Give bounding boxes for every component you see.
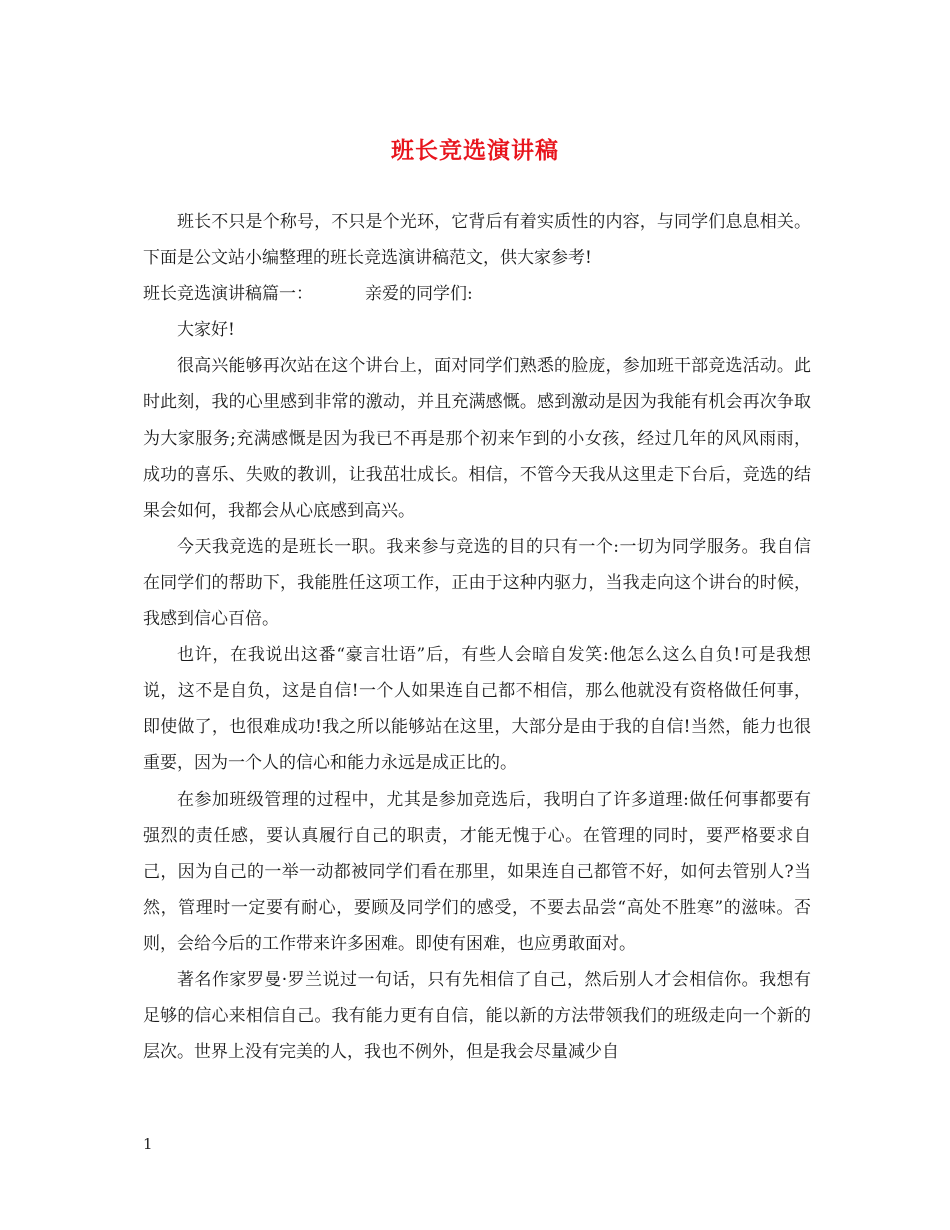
section-heading-line bbox=[143, 276, 811, 312]
body-paragraph: 在参加班级管理的过程中，尤其是参加竞选后，我明白了许多道理:做任何事都要有强烈的责任感，要认真履行自己的职责，才能无愧于心。在管理的同时，要严格要求自己，因为自己的一举一动都被同学们看在那里，如果连自己都管不好，如何去管别人?当然，管理时一定要有耐心，要顾及同学们的感受，不要去品尝“高处不胜寒”的滋味。否则，会给今后的工作带来许多困难。即使有困难，也应勇敢面对。 bbox=[143, 789, 811, 954]
body-paragraph: 也许，在我说出这番“豪言壮语”后，有些人会暗自发笑:他怎么这么自负!可是我想说，这不是自负，这是自信!一个人如果连自己都不相信，那么他就没有资格做任何事，即使做了，也很难成功!我之所以能够站在这里，大部分是由于我的自信!当然，能力也很重要，因为一个人的信心和能力永远是成正比的。 bbox=[143, 645, 811, 774]
intro-paragraph: 班长不只是个称号，不只是个光环，它背后有着实质性的内容，与同学们息息相关。下面是公文站小编整理的班长竞选演讲稿范文，供大家参考! bbox=[143, 212, 811, 269]
greeting: 大家好! bbox=[177, 320, 235, 341]
body-paragraph: 著名作家罗曼·罗兰说过一句话，只有先相信了自己，然后别人才会相信你。我想有足够的信心来相信自己。我有能力更有自信，能以新的方法带领我们的班级走向一个新的层次。世界上没有完美的人，我也不例外，但是我会尽量减少自 bbox=[143, 969, 811, 1063]
body-paragraph: 今天我竞选的是班长一职。我来参与竞选的目的只有一个:一切为同学服务。我自信在同学们的帮助下，我能胜任这项工作，正由于这种内驱力，当我走向这个讲台的时候，我感到信心百倍。 bbox=[143, 536, 811, 630]
document-title: 班长竞选演讲稿 bbox=[391, 137, 559, 164]
section-heading: 班长竞选演讲稿篇一： bbox=[143, 284, 313, 305]
document-body bbox=[143, 204, 811, 1070]
salutation: 亲爱的同学们: bbox=[365, 284, 473, 305]
page-number: 1 bbox=[143, 1135, 153, 1153]
body-paragraph: 很高兴能够再次站在这个讲台上，面对同学们熟悉的脸庞，参加班干部竞选活动。此时此刻，我的心里感到非常的激动，并且充满感慨。感到激动是因为我能有机会再次争取为大家服务;充满感慨是因为我已不再是那个初来乍到的小女孩，经过几年的风风雨雨，成功的喜乐、失败的教训，让我茁壮成长。相信，不管今天我从这里走下台后，竞选的结果会如何，我都会从心底感到高兴。 bbox=[143, 356, 811, 521]
